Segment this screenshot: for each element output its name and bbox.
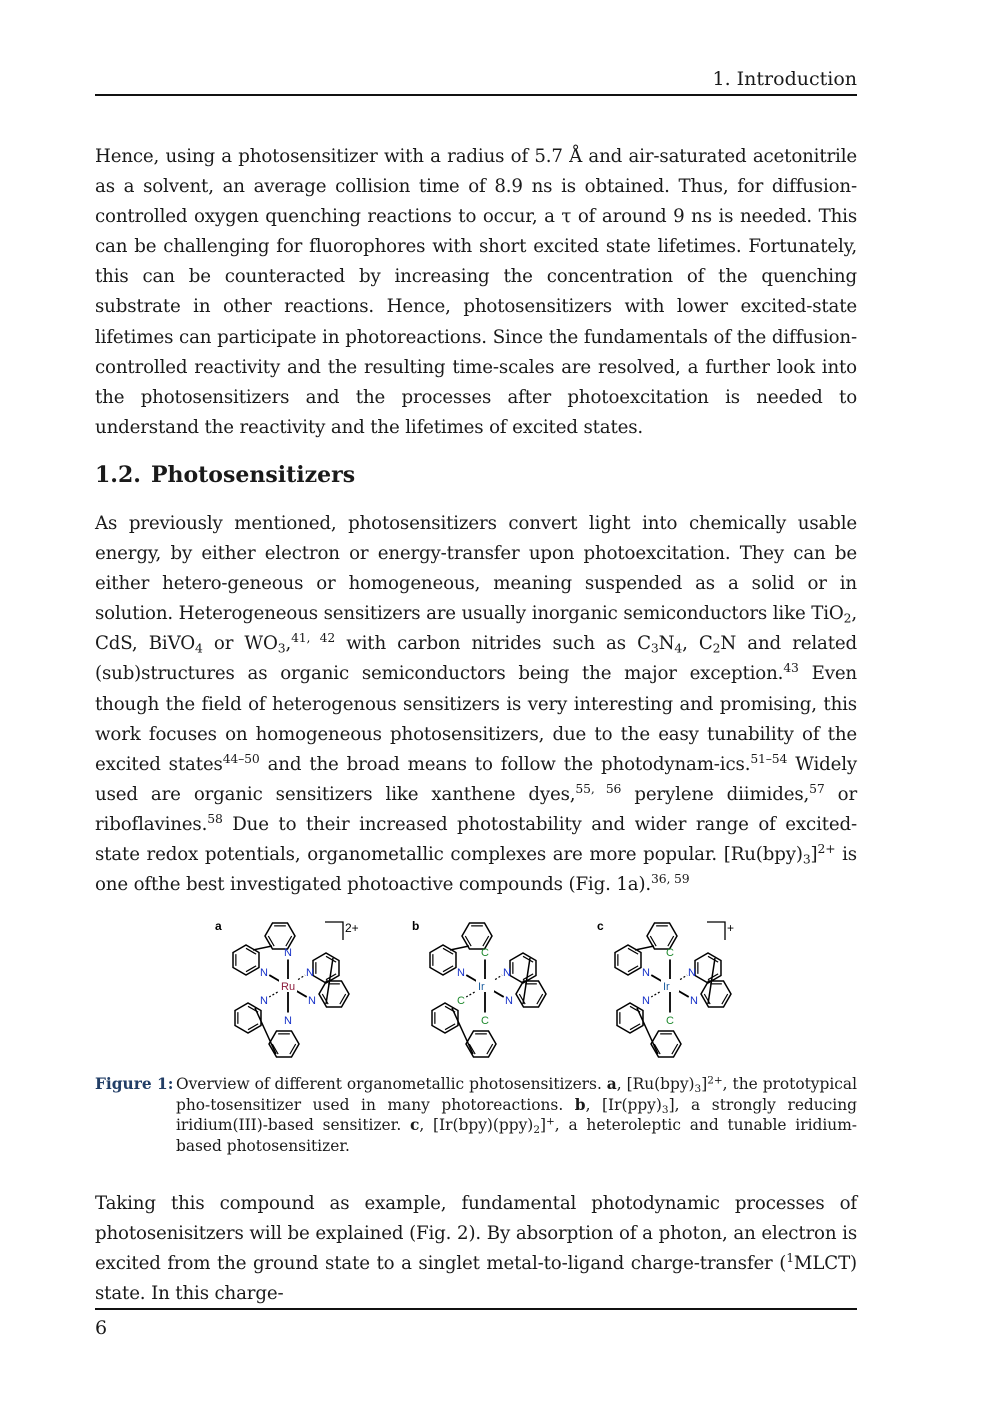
footer-rule xyxy=(95,1308,857,1310)
aromatic-ring xyxy=(313,953,339,983)
caption-text: Overview of different organometallic photosensitizers. a, $[Ru(bpy)_3]^{2+}$, the prototypical pho-tosensitizer used in many photoreactions. b, $[Ir(ppy)_3]$, a strongly reducing iridium(III)-based sensitizer. c, $[Ir(bpy)(ppy)_2]^+$, a heteroleptic and tunable iridium-based photosensitizer. xyxy=(176,1074,857,1155)
donor-atom: N xyxy=(260,967,268,979)
citation: 36, 59 xyxy=(651,872,690,887)
aromatic-ring xyxy=(269,1031,299,1057)
donor-atom: N xyxy=(505,995,513,1007)
running-header: 1. Introduction xyxy=(712,68,857,90)
biaryl-bond xyxy=(255,1008,276,1054)
aromatic-ring xyxy=(319,981,349,1007)
paragraph-diffusion: Hence, using a photosensitizer with a radius of 5.7 Å and air-saturated acetonitrile as a solvent, an average collision time of 8.9 ns is obtained. Thus, for diffusion-controlled oxygen quenching reactions to occur, a τ of around 9 ns is needed. This can be challenging for fluorophores with short excited state lifetimes. Fortunately, this can be counteracted by increasing the concentration of the quenching substrate in other reactions. Hence, photosensitizers with lower excited-state lifetimes can participate in photoreactions. Since the fundamentals of the diffusion-controlled reactivity and the resulting time-scales are resolved, a further look into the photosensitizers and the processes after photoexcitation is needed to understand the reactivity and the lifetimes of excited states. xyxy=(95,146,857,438)
donor-atom: N xyxy=(690,995,698,1007)
section-number: 1.2. xyxy=(95,462,141,488)
donor-atom: N xyxy=(260,995,268,1007)
metal-center: Ir xyxy=(663,981,670,993)
aromatic-ring xyxy=(432,1003,458,1033)
section-title: Photosensitizers xyxy=(150,462,356,488)
aromatic-ring xyxy=(647,923,677,949)
donor-atom: C xyxy=(481,1015,489,1027)
donor-atom: C xyxy=(666,947,674,959)
charge-bracket xyxy=(707,922,725,940)
donor-atom: N xyxy=(306,967,314,979)
panel-label: a xyxy=(215,919,222,933)
donor-atom: N xyxy=(642,967,650,979)
figure-caption xyxy=(95,1074,857,1156)
figure-1-structures xyxy=(200,908,760,1068)
citation: 43 xyxy=(783,661,799,676)
donor-atom: N xyxy=(284,1015,292,1027)
complex-charge: 2+ xyxy=(345,921,359,935)
complex-panel-c xyxy=(597,919,734,1057)
aromatic-ring xyxy=(617,1003,643,1033)
aromatic-ring xyxy=(466,1031,496,1057)
section-heading xyxy=(95,460,355,490)
metal-center: Ru xyxy=(281,981,296,993)
complex-structures-drawing xyxy=(200,908,760,1068)
citation: 51–54 xyxy=(750,751,788,766)
biaryl-bond xyxy=(635,946,654,950)
panel-label: b xyxy=(412,919,420,933)
donor-atom: C xyxy=(481,947,489,959)
complex-panel-a xyxy=(215,919,359,1057)
complex-charge: + xyxy=(727,921,735,935)
donor-atom: N xyxy=(642,995,650,1007)
citation: 41, 42 xyxy=(291,631,336,646)
donor-atom: N xyxy=(308,995,316,1007)
donor-atom: C xyxy=(666,1015,674,1027)
aromatic-ring xyxy=(462,923,492,949)
biaryl-bond xyxy=(253,946,272,950)
biaryl-bond xyxy=(450,946,469,950)
charge-bracket xyxy=(325,922,343,940)
panel-label: c xyxy=(597,919,604,933)
citation: 57 xyxy=(809,782,825,797)
aromatic-ring xyxy=(516,981,546,1007)
aromatic-ring xyxy=(701,981,731,1007)
donor-atom: C xyxy=(457,995,465,1007)
donor-atom: N xyxy=(503,967,511,979)
page-number: 6 xyxy=(95,1317,108,1339)
citation: 44–50 xyxy=(222,751,260,766)
header-rule xyxy=(95,94,857,96)
biaryl-bond xyxy=(452,1008,473,1054)
aromatic-ring xyxy=(651,1031,681,1057)
aromatic-ring xyxy=(235,1003,261,1033)
metal-center: Ir xyxy=(478,981,485,993)
paragraph-photodynamics: Taking this compound as example, fundamental photodynamic processes of photosenisitzers will be explained (Fig. 2). By absorption of a photon, an electron is excited from the ground state to a singlet metal-to-ligand charge-transfer ($^1$MLCT) state. In this charge- xyxy=(95,1193,857,1305)
biaryl-bond xyxy=(637,1008,658,1054)
aromatic-ring xyxy=(265,923,295,949)
citation: 58 xyxy=(207,812,223,827)
paragraph-photosensitizers: As previously mentioned, photosensitizers convert light into chemically usable energy, by either electron or energy-transfer upon photoexcitation. They can be either hetero-geneous or homogeneous, meaning suspended as a solid or in solution. Heterogeneous sensitizers are usually inorganic semiconductors like TiO$_2$, CdS, BiVO$_4$ or $WO_3,^{41, 42}$ with carbon nitrides such as $C_3N_4$, $C_2N$ and related (sub)structures as organic semiconductors being the major exception.$^{43}$ Even though the field of heterogenous sensitizers is very interesting and promising, this work focuses on homogeneous photosensitizers, due to the easy tunability of the excited states$^{44-50}$ and the broad means to follow the photodynam-ics.$^{51-54}$ Widely used are organic sensitizers like xanthene dyes,$^{55, 56}$ perylene diimides,$^{57}$ or riboflavines.$^{58}$ Due to their increased photostability and wider range of excited-state redox potentials, organometallic complexes are more popular. $[Ru(bpy)_3]^{2+}$ is one ofthe best investigated photoactive compounds (Fig. 1a).$^{36, 59}$ xyxy=(95,513,858,896)
donor-atom: N xyxy=(688,967,696,979)
donor-atom: N xyxy=(457,967,465,979)
donor-atom: N xyxy=(284,947,292,959)
aromatic-ring xyxy=(695,953,721,983)
citation: 55, 56 xyxy=(575,782,622,797)
complex-panel-b xyxy=(412,919,546,1057)
aromatic-ring xyxy=(510,953,536,983)
caption-label: Figure 1: xyxy=(95,1075,174,1093)
